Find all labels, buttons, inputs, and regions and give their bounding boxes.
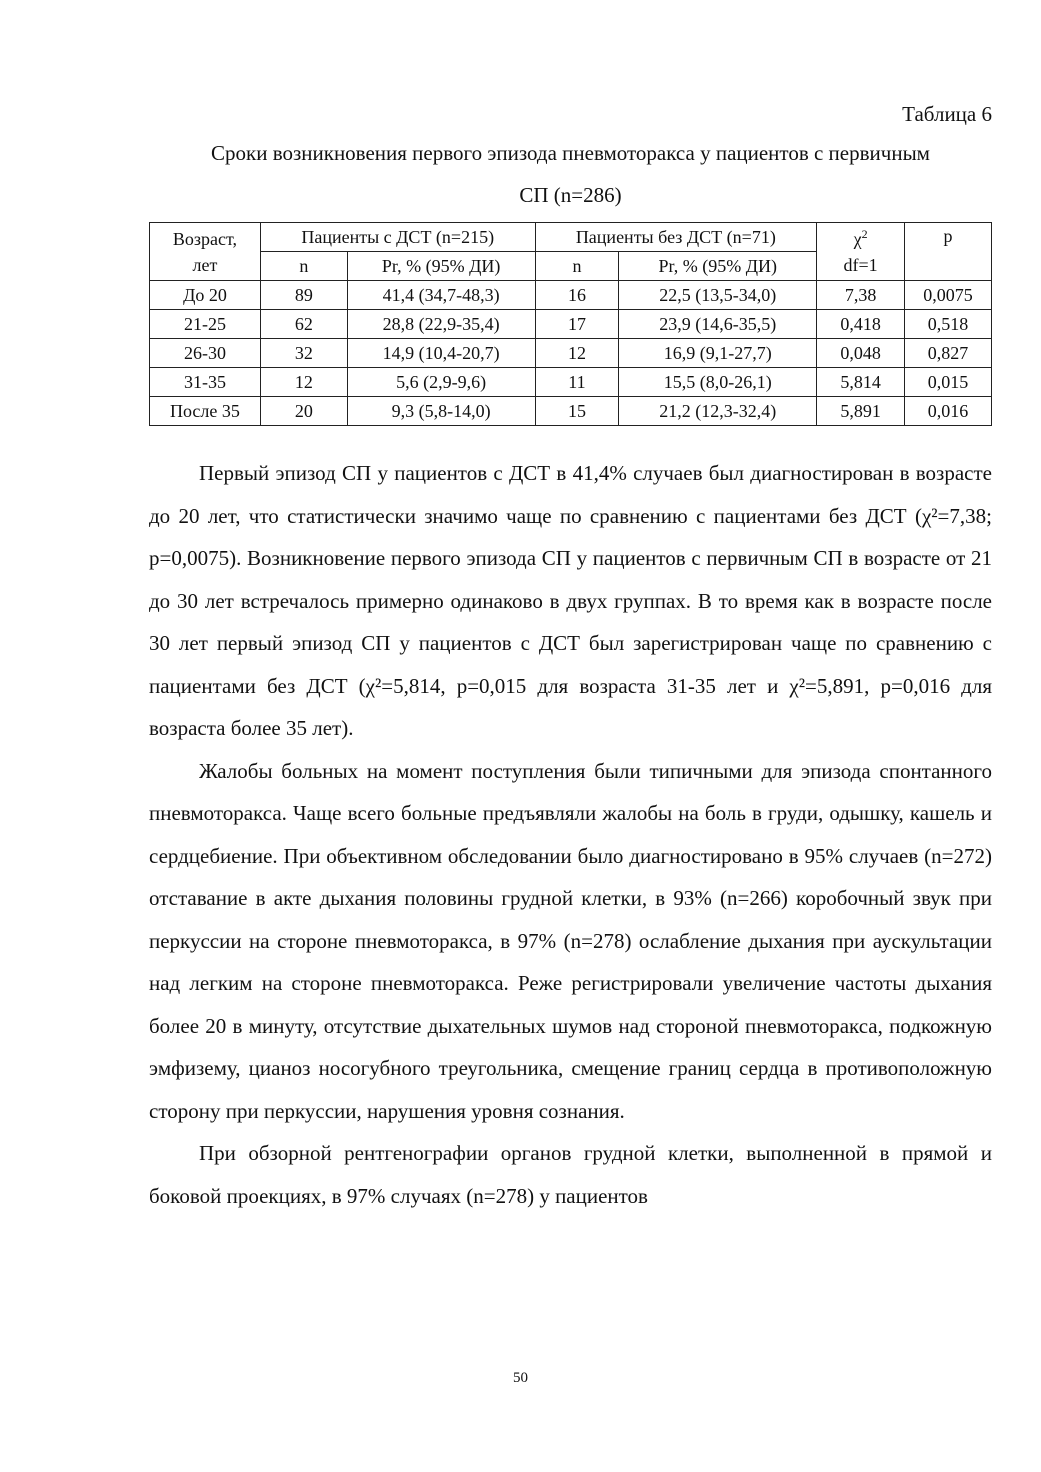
cell-n2: 15 <box>535 397 619 426</box>
paragraph-1: Первый эпизод СП у пациентов с ДСТ в 41,4% случаев был диагностирован в возрасте до 20 лет, что статистически значимо чаще по сравнению с пациентами без ДСТ (χ²=7,38; p=0,0075). Возникновение первого эпизода СП у пациентов с первичным СП в возрасте от 21 до 30 лет встречалось примерно одинаково в двух группах. В то время как в возрасте после 30 лет первый эпизод СП у пациентов с ДСТ был зарегистрирован чаще по сравнению с пациентами без ДСТ (χ²=5,814, p=0,015 для возраста 31-35 лет и χ²=5,891, p=0,016 для возраста более 35 лет). <box>149 461 992 740</box>
cell-chi: 0,418 <box>817 310 905 339</box>
cell-age: 26-30 <box>150 339 261 368</box>
cell-p: 0,015 <box>905 368 992 397</box>
table-number: Таблица 6 <box>902 102 992 126</box>
cell-pr2: 16,9 (9,1-27,7) <box>619 339 817 368</box>
cell-age: До 20 <box>150 281 261 310</box>
cell-pr1: 9,3 (5,8-14,0) <box>347 397 535 426</box>
caption-line-2: СП (n=286) <box>519 183 622 207</box>
header-age: Возраст, лет <box>150 223 261 281</box>
cell-pr2: 15,5 (8,0-26,1) <box>619 368 817 397</box>
cell-age: После 35 <box>150 397 261 426</box>
cell-p: 0,0075 <box>905 281 992 310</box>
cell-chi: 7,38 <box>817 281 905 310</box>
cell-pr1: 5,6 (2,9-9,6) <box>347 368 535 397</box>
cell-n2: 11 <box>535 368 619 397</box>
table-row <box>150 397 992 426</box>
table-row <box>150 310 992 339</box>
cell-chi: 5,891 <box>817 397 905 426</box>
cell-pr2: 23,9 (14,6-35,5) <box>619 310 817 339</box>
table-row <box>150 368 992 397</box>
cell-pr1: 28,8 (22,9-35,4) <box>347 310 535 339</box>
cell-p: 0,016 <box>905 397 992 426</box>
cell-n1: 89 <box>260 281 347 310</box>
cell-n1: 32 <box>260 339 347 368</box>
table-row <box>150 339 992 368</box>
header-pr1: Pr, % (95% ДИ) <box>347 252 535 281</box>
cell-n1: 12 <box>260 368 347 397</box>
cell-n1: 20 <box>260 397 347 426</box>
cell-n2: 12 <box>535 339 619 368</box>
caption-line-1: Сроки возникновения первого эпизода пневмоторакса у пациентов с первичным <box>211 141 930 165</box>
cell-n1: 62 <box>260 310 347 339</box>
header-group-with-dst: Пациенты с ДСТ (n=215) <box>260 223 535 252</box>
table-row <box>150 281 992 310</box>
header-chi-square: $\chi^2$ df=1 <box>817 223 905 281</box>
paragraph-3: При обзорной рентгенографии органов грудной клетки, выполненной в прямой и боковой проекциях, в 97% случаях (n=278) у пациентов <box>149 1141 992 1208</box>
cell-pr2: 22,5 (13,5-34,0) <box>619 281 817 310</box>
cell-n2: 16 <box>535 281 619 310</box>
header-group-without-dst: Пациенты без ДСТ (n=71) <box>535 223 817 252</box>
cell-p: 0,827 <box>905 339 992 368</box>
cell-age: 21-25 <box>150 310 261 339</box>
header-n2: n <box>535 252 619 281</box>
cell-pr1: 41,4 (34,7-48,3) <box>347 281 535 310</box>
table-caption <box>149 132 992 216</box>
header-pr2: Pr, % (95% ДИ) <box>619 252 817 281</box>
table-header-row <box>150 223 992 252</box>
cell-p: 0,518 <box>905 310 992 339</box>
header-n1: n <box>260 252 347 281</box>
document-page <box>149 100 992 1217</box>
cell-chi: 5,814 <box>817 368 905 397</box>
header-p: p <box>905 223 992 281</box>
paragraph-2: Жалобы больных на момент поступления были типичными для эпизода спонтанного пневмоторакса. Чаще всего больные предъявляли жалобы на боль в груди, одышку, кашель и сердцебиение. При объективном обследовании было диагностировано в 95% случаев (n=272) отставание в акте дыхания половины грудной клетки, в 93% (n=266) коробочный звук при перкуссии на стороне пневмоторакса, в 97% (n=278) ослабление дыхания при аускультации над легким на стороне пневмоторакса. Реже регистрировали увеличение частоты дыхания более 20 в минуту, отсутствие дыхательных шумов над стороной пневмоторакса, подкожную эмфизему, цианоз носогубного треугольника, смещение границ сердца в противоположную сторону при перкуссии, нарушения уровня сознания. <box>149 758 992 1123</box>
cell-chi: 0,048 <box>817 339 905 368</box>
cell-pr2: 21,2 (12,3-32,4) <box>619 397 817 426</box>
cell-pr1: 14,9 (10,4-20,7) <box>347 339 535 368</box>
data-table <box>149 222 992 426</box>
cell-n2: 17 <box>535 310 619 339</box>
cell-age: 31-35 <box>150 368 261 397</box>
page-number: 50 <box>513 1370 528 1386</box>
